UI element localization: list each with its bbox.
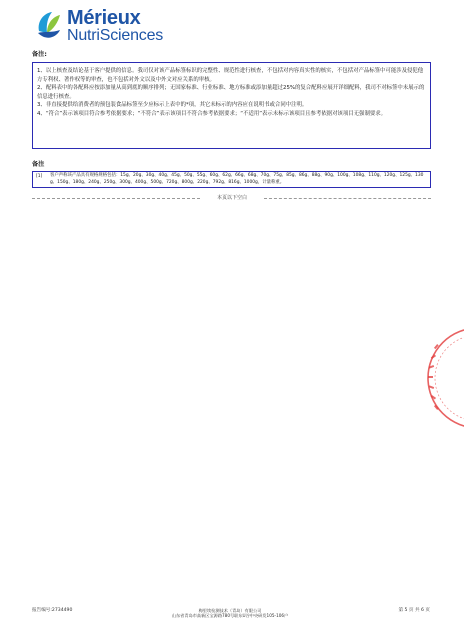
footnote-text: 客户声称该产品具有规格规格包括：15g、20g、30g、40g、45g、50g、55g、60g、62g、66g、68g、70g、75g、85g、86g、88g、90g、100g、108g、110g、120g、125g、130g、150g、180g、240g、250g、300g、400g、500g、720g、800g、220g、792g、816g、1000g，计量称重。 <box>50 173 424 185</box>
divider-line-left <box>32 198 200 199</box>
notes-heading: 备注: <box>32 51 47 58</box>
end-of-page-text: 本页以下空白 <box>216 195 247 201</box>
divider-line-right <box>264 198 431 199</box>
footer-company <box>150 608 310 618</box>
note-paragraph: 2、配料表中的各配料应按添加量从高到底的顺序排列；无国家标准、行业标准、地方标准或添加量超过25%的复合配料应展开详细配料，我司不对标签中未展示的信息进行核查。 <box>37 85 425 100</box>
end-of-page-divider <box>32 194 431 202</box>
note-paragraph: 4、“符合”表示该项目符合参考依据要求；“不符合”表示该项目不符合参考依据要求；“不适用”表示未标示该项目且参考依据对该项目无强制要求。 <box>37 110 387 117</box>
notes-box <box>32 62 431 149</box>
note-paragraph: 3、非直接提供给消费者的预包装食品标签至少应标示上表中的*项，其它未标示的内容应在说明书或合同中注明。 <box>37 102 308 108</box>
logo-mark-icon <box>34 9 64 43</box>
footnote-index: [1] <box>36 174 43 179</box>
report-number: 报告编号:2734490 <box>32 608 73 613</box>
footnotes-box <box>32 171 431 188</box>
merieux-logo <box>34 8 194 46</box>
company-seal-icon <box>420 318 464 438</box>
note-paragraph: 1、以上核查及结论基于客户提供的信息。我司仅对该产品标签标识的完整性、规范性进行核查，不包括对内容真实性的核实，不包括对产品标签中可能涉及侵犯他方专利权、著作权等的审查，也不包括对外文以及中外文对应关系的审核。 <box>37 68 424 83</box>
brand-name-line2: NutriSciences <box>67 27 164 44</box>
page-number: 第 5 页 共 6 页 <box>398 608 430 613</box>
company-name: 梅里埃检测技术（青岛）有限公司 <box>198 608 262 613</box>
brand-name-line1: Mérieux <box>67 7 141 29</box>
company-address: 山东省青岛市高新区宝源路780号联东U谷中央研发105-106户 <box>171 613 289 618</box>
footnotes-heading: 备注 <box>32 161 45 168</box>
